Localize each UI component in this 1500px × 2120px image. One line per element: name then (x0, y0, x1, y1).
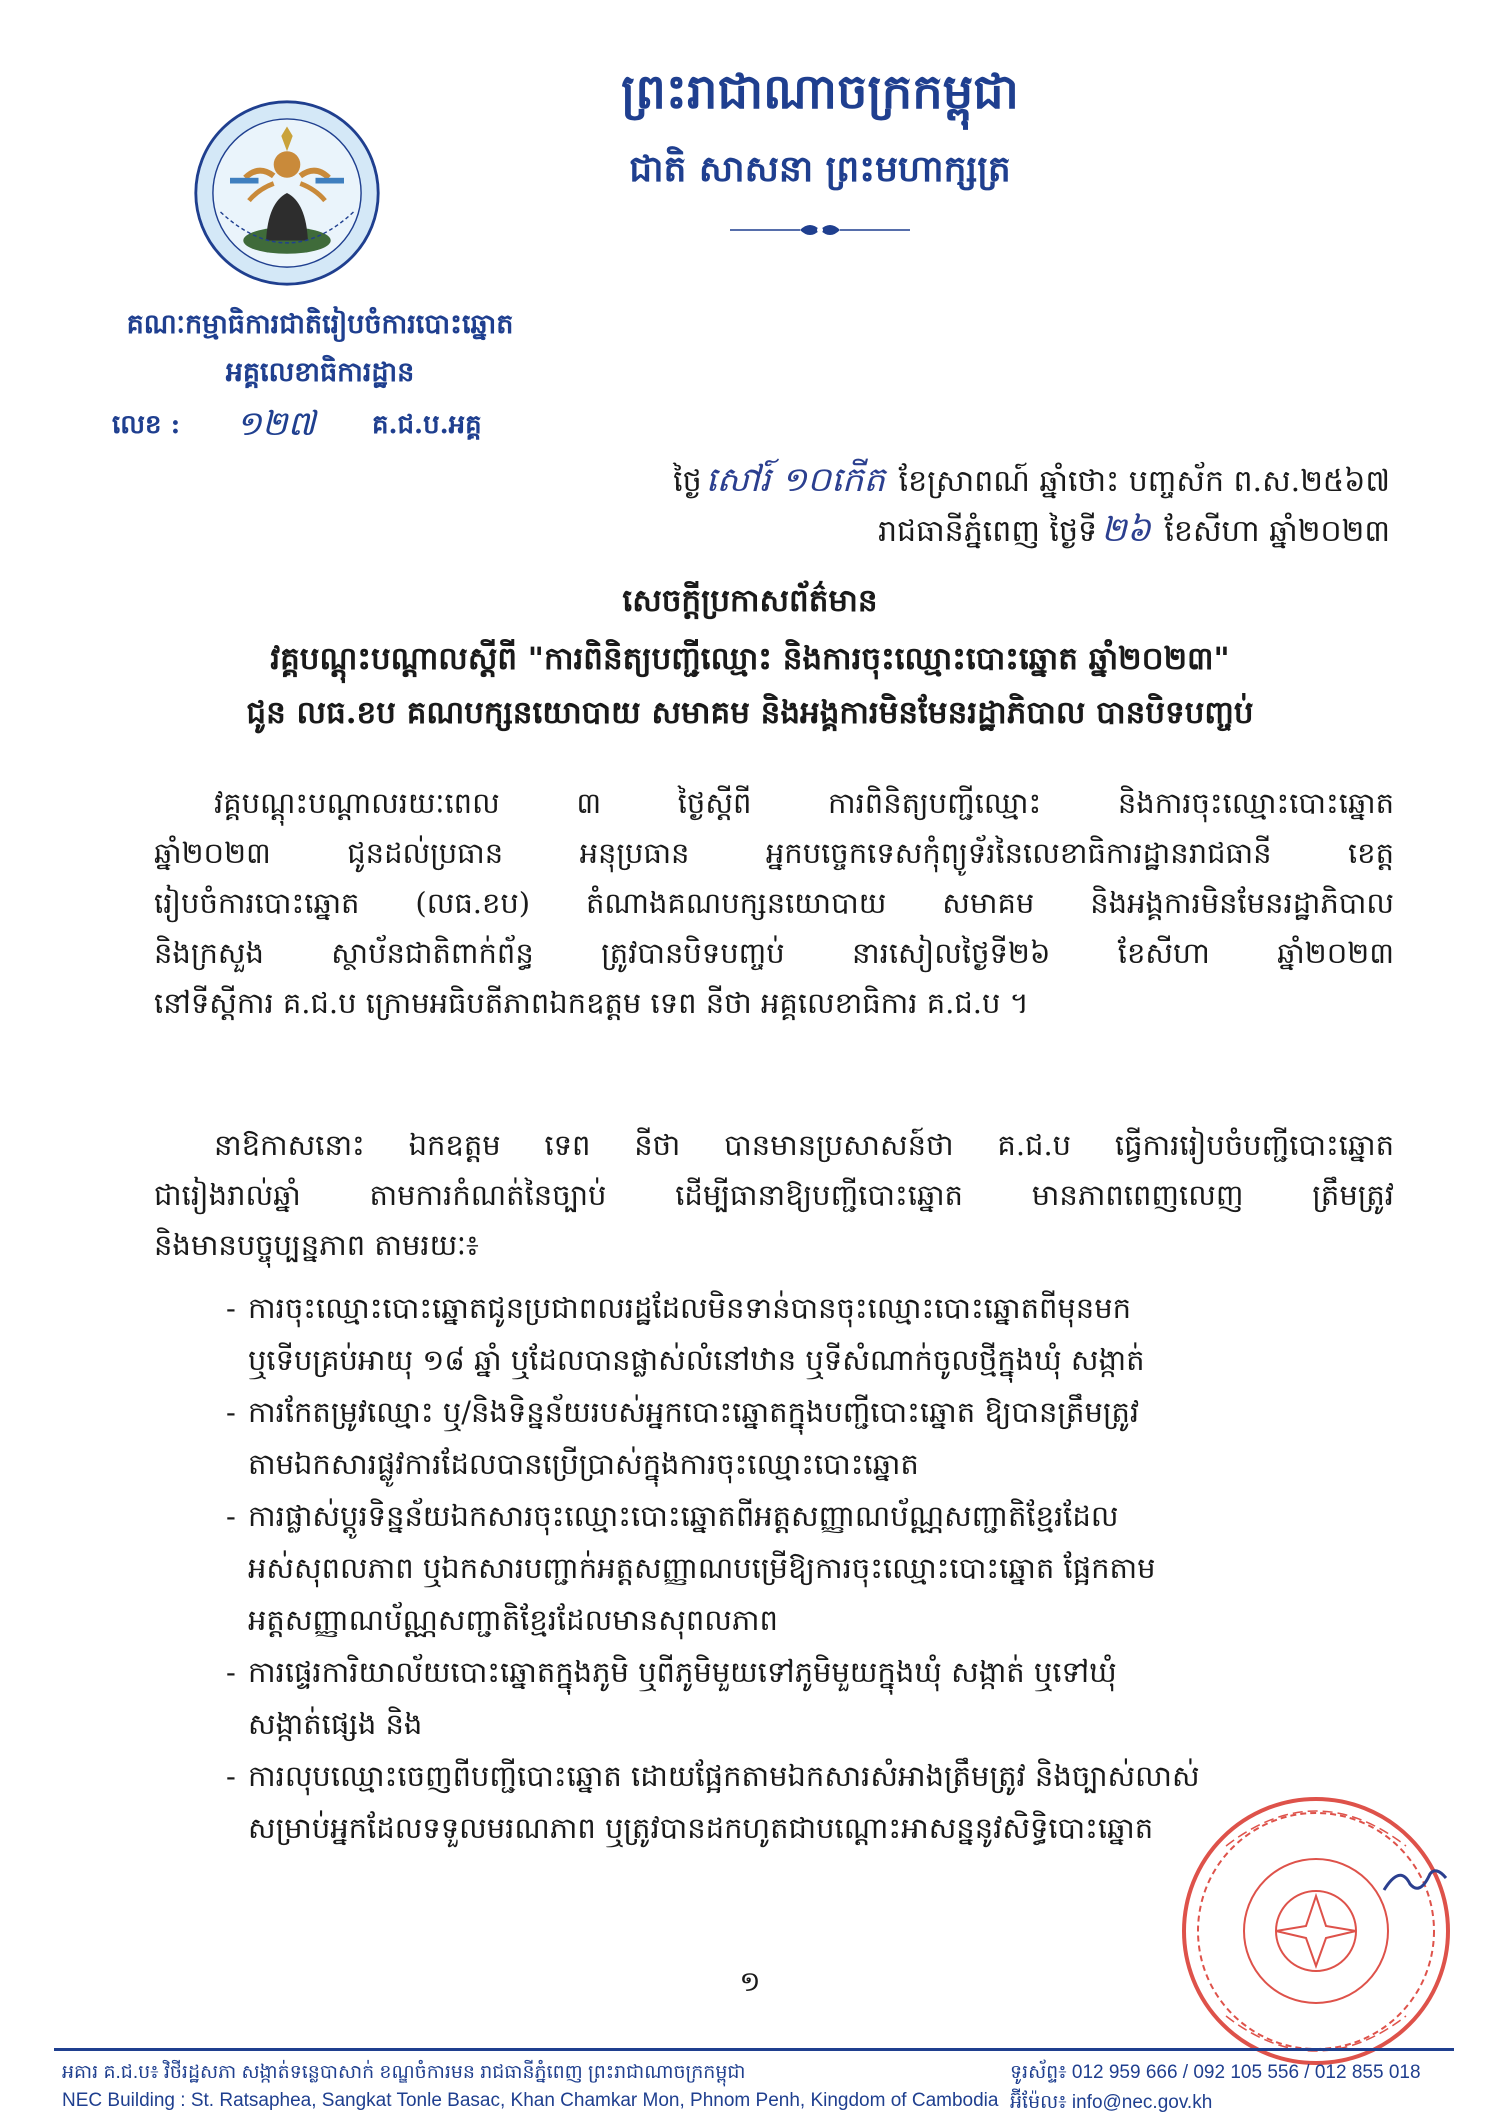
bullet-list (226, 1282, 1406, 1854)
official-seal-icon (1166, 1786, 1466, 2076)
lunar-date-rest: ខែស្រាពណ៍ ឆ្នាំថោះ បញ្ចស័ក ព.ស.២៥៦៧ (898, 464, 1390, 499)
bullet-continuation: សង្កាត់ផ្សេង និង (248, 1707, 423, 1741)
paragraph-line: ឆ្នាំ២០២៣ ជូនដល់ប្រធាន អនុប្រធាន អ្នកបច្ចេកទេសកុំព្យូទ័រនៃលេខាធិការដ្ឋានរាជធានី ខេត្ត (154, 836, 1394, 870)
bullet-item: - ការលុបឈ្មោះចេញពីបញ្ជីបោះឆ្នោត ដោយផ្អែកតាមឯកសារសំអាងត្រឹមត្រូវ និងច្បាស់លាស់ (226, 1759, 1200, 1793)
bullet-item: - ការកែតម្រូវឈ្មោះ ឬ/និងទិន្នន័យរបស់អ្នកបោះឆ្នោតក្នុងបញ្ជីបោះឆ្នោត ឱ្យបានត្រឹមត្រូវ (226, 1395, 1140, 1429)
bullet-text: ការលុបឈ្មោះចេញពីបញ្ជីបោះឆ្នោត ដោយផ្អែកតាមឯកសារសំអាងត្រឹមត្រូវ និងច្បាស់លាស់ (248, 1759, 1200, 1793)
paragraph-2 (154, 1120, 1394, 1270)
page-number: ១ (739, 1965, 761, 1998)
bullet-continuation: ឬទើបគ្រប់អាយុ ១៨ ឆ្នាំ ឬដែលបានផ្លាស់លំនៅឋាន ឬទីសំណាក់ចូលថ្មីក្នុងឃុំ សង្កាត់ (248, 1343, 1145, 1377)
bullet-text: ការចុះឈ្មោះបោះឆ្នោតជូនប្រជាពលរដ្ឋដែលមិនទាន់បានចុះឈ្មោះបោះឆ្នោតពីមុនមក (248, 1291, 1132, 1325)
kingdom-title: ព្រះរាជាណាចក្រកម្ពុជា (621, 64, 1019, 120)
paragraph-line: នៅទីស្តីការ គ.ជ.ប ក្រោមអធិបតីភាពឯកឧត្តម ទេព នីថា អគ្គលេខាធិការ គ.ជ.ប ។ (154, 986, 1029, 1020)
bullet-item: - ការផ្លាស់ប្តូរទិន្នន័យឯកសារចុះឈ្មោះបោះឆ្នោតពីអត្តសញ្ញាណប័ណ្ណសញ្ជាតិខ្មែរដែល (226, 1499, 1119, 1533)
bullet-text: ការផ្ទេរការិយាល័យបោះឆ្នោតក្នុងភូមិ ឬពីភូមិមួយទៅភូមិមួយក្នុងឃុំ សង្កាត់ ឬទៅឃុំ (248, 1655, 1117, 1689)
bullet-continuation: អត្តសញ្ញាណប័ណ្ណសញ្ជាតិខ្មែរដែលមានសុពលភាព (248, 1603, 778, 1637)
footer-address-en: NEC Building : St. Ratsaphea, Sangkat Tonle Basac, Khan Chamkar Mon, Phnom Penh, Kingdom of Cambodia (62, 2090, 999, 2111)
paragraph-line: វគ្គបណ្តុះបណ្តាលរយៈពេល ៣ ថ្ងៃស្តីពី ការពិនិត្យបញ្ជីឈ្មោះ និងការចុះឈ្មោះបោះឆ្នោត (214, 786, 1394, 820)
paragraph-1 (154, 778, 1394, 1028)
solar-date-rest: ខែសីហា ឆ្នាំ២០២៣ (1164, 514, 1390, 549)
divider-ornament-icon (730, 218, 910, 242)
lunar-date-handwritten: សៅរ៍ ១០កើត (705, 460, 886, 500)
reference-suffix: គ.ជ.ប.អគ្គ (372, 410, 482, 440)
document-subtitle-2: ជូន លធ.ខប គណបក្សនយោបាយ សមាគម និងអង្គការមិនមែនរដ្ឋាភិបាល បានបិទបញ្ចប់ (246, 695, 1254, 731)
reference-number: ១២៧ (236, 404, 316, 444)
paragraph-line: នាឱកាសនោះ ឯកឧត្តម ទេព នីថា បានមានប្រសាសន៍ថា គ.ជ.ប ធ្វើការរៀបចំបញ្ជីបោះឆ្នោត (214, 1128, 1394, 1162)
national-motto: ជាតិ សាសនា ព្រះមហាក្សត្រ (629, 148, 1011, 190)
signature-icon (1380, 1860, 1450, 1900)
footer-phone: ទូរស័ព្ទ៖ 012 959 666 / 092 105 556 / 012 855 018 (1010, 2062, 1421, 2083)
document-title: សេចក្តីប្រកាសព័ត៌មាន (622, 583, 878, 619)
bullet-continuation: តាមឯកសារផ្លូវការដែលបានប្រើប្រាស់ក្នុងការចុះឈ្មោះបោះឆ្នោត (248, 1447, 919, 1481)
nec-emblem-icon (192, 98, 382, 288)
organization-name: គណៈកម្មាធិការជាតិរៀបចំការបោះឆ្នោត (126, 309, 514, 340)
reference-line (112, 404, 632, 448)
bullet-item: - ការផ្ទេរការិយាល័យបោះឆ្នោតក្នុងភូមិ ឬពីភូមិមួយទៅភូមិមួយក្នុងឃុំ សង្កាត់ ឬទៅឃុំ (226, 1655, 1117, 1689)
reference-label: លេខ : (112, 410, 181, 440)
solar-date-day: ២៦ (1101, 510, 1151, 550)
bullet-text: ការកែតម្រូវឈ្មោះ ឬ/និងទិន្នន័យរបស់អ្នកបោះឆ្នោតក្នុងបញ្ជីបោះឆ្នោត ឱ្យបានត្រឹមត្រូវ (248, 1395, 1140, 1429)
bullet-continuation: សម្រាប់អ្នកដែលទទួលមរណភាព ឬត្រូវបានដកហូតជាបណ្តោះអាសន្ននូវសិទ្ធិបោះឆ្នោត (248, 1811, 1154, 1845)
paragraph-line: រៀបចំការបោះឆ្នោត (លធ.ខប) តំណាងគណបក្សនយោបាយ សមាគម និងអង្គការមិនមែនរដ្ឋាភិបាល (154, 886, 1394, 920)
lunar-date-prefix: ថ្ងៃ (673, 464, 702, 499)
bullet-continuation: អស់សុពលភាព ឬឯកសារបញ្ជាក់អត្តសញ្ញាណបម្រើឱ្យការចុះឈ្មោះបោះឆ្នោត ផ្អែកតាម (248, 1551, 1156, 1585)
bullet-text: ការផ្លាស់ប្តូរទិន្នន័យឯកសារចុះឈ្មោះបោះឆ្នោតពីអត្តសញ្ញាណប័ណ្ណសញ្ជាតិខ្មែរដែល (248, 1499, 1119, 1533)
department-name: អគ្គលេខាធិការដ្ឋាន (225, 357, 415, 388)
bullet-item: - ការចុះឈ្មោះបោះឆ្នោតជូនប្រជាពលរដ្ឋដែលមិនទាន់បានចុះឈ្មោះបោះឆ្នោតពីមុនមក (226, 1291, 1132, 1325)
footer-address-km: អគារ គ.ជ.ប៖ វិថីរដ្ឋសភា សង្កាត់ទន្លេបាសាក់ ខណ្ឌចំការមន រាជធានីភ្នំពេញ ព្រះរាជាណាចក្រកម្ពុជា (62, 2062, 746, 2083)
solar-date-prefix: រាជធានីភ្នំពេញ ថ្ងៃទី (878, 514, 1098, 549)
paragraph-line: និងក្រសួង ស្ថាប័នជាតិពាក់ព័ន្ធ ត្រូវបានបិទបញ្ចប់ នារសៀលថ្ងៃទី២៦ ខែសីហា ឆ្នាំ២០២៣ (154, 936, 1394, 970)
paragraph-line: ជារៀងរាល់ឆ្នាំ តាមការកំណត់នៃច្បាប់ ដើម្បីធានាឱ្យបញ្ជីបោះឆ្នោត មានភាពពេញលេញ ត្រឹមត្រូវ (154, 1178, 1394, 1212)
paragraph-line: និងមានបច្ចុប្បន្នភាព តាមរយៈ៖ (154, 1228, 479, 1262)
lunar-date-line (390, 458, 1390, 508)
footer-divider (54, 2048, 1454, 2051)
solar-date-line (390, 508, 1390, 558)
footer-email: អ៊ីម៉ែល៖ info@nec.gov.kh (1010, 2092, 1213, 2113)
document-subtitle-1: វគ្គបណ្តុះបណ្តាលស្តីពី "ការពិនិត្យបញ្ជីឈ្មោះ និងការចុះឈ្មោះបោះឆ្នោត ឆ្នាំ២០២៣" (270, 641, 1230, 677)
